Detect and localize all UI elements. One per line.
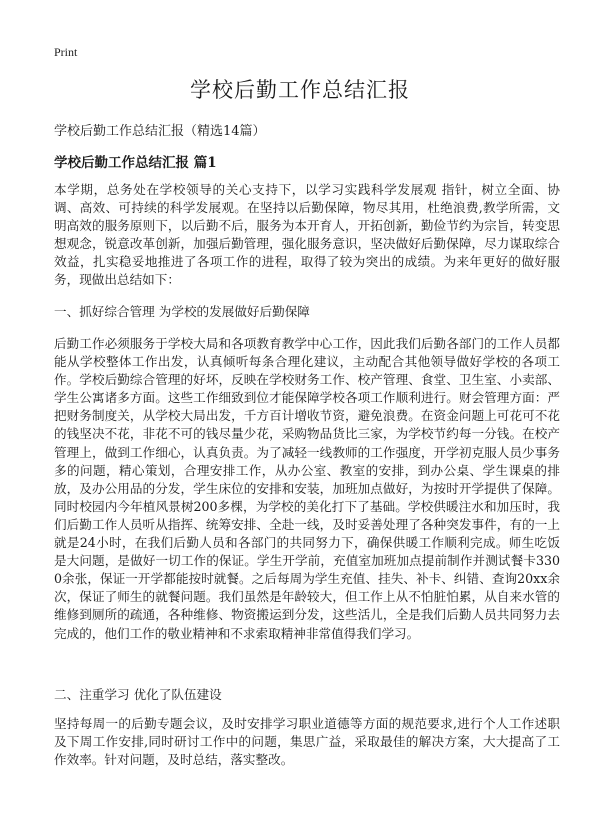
heading-management: 一、抓好综合管理 为学校的发展做好后勤保障: [54, 304, 310, 319]
intro-paragraph: 本学期，总务处在学校领导的关心支持下，以学习实践科学发展观 指针，树立全面、协调、高效、可持续的科学发展观。在坚持以后勤保障，物尽其用，杜绝浪费,教学所需，文明高效的服务原则下，以后勤不后，服务为本开育人，开拓创新，勤俭节约为宗旨，转变思想观念，锐意改革创新，加强后勤管理，强化服务意识，坚决做好后勤保障，尽力谋取综合效益，扎实稳妥地推进了各项工作的进程，取得了较为突出的成绩。为来年更好的做好服务，现做出总结如下：: [54, 182, 560, 288]
document-title: 学校后勤工作总结汇报: [190, 78, 410, 102]
document-subtitle: 学校后勤工作总结汇报（精选14篇）: [54, 124, 266, 139]
management-paragraph: 后勤工作必须服务于学校大局和各项教育教学中心工作，因此我们后勤各部门的工作人员都能从学校整体工作出发，认真倾听每条合理化建议，主动配合其他领导做好学校的各项工作。学校后勤综合管理的好坏，反映在学校财务工作、校产管理、食堂、卫生室、小卖部、学生公寓诸多方面。这些工作细致到位才能保障学校各项工作顺利进行。财会管理方面：严把财务制度关，从学校大局出发，千方百计增收节资，避免浪费。在资金问题上可花可不花的钱坚决不花，非花不可的钱尽量少花，采购物品货比三家，为学校节约每一分钱。在校产管理上，做到工作细心，认真负责。为了减轻一线教师的工作强度，开学初克服人员少事务多的问题，精心策划，合理安排工作，从办公室、教室的安排，到办公桌、学生课桌的排放，及办公用品的分发，学生床位的安排和安装，加班加点做好，为按时开学提供了保障。同时校园内今年植风景树200多棵，为学校的美化打下了基础。学校供暖注水和加压时，我们后勤工作人员听从指挥、统筹安排、全赴一线，及时妥善处理了各种突发事件，有的一上就是24小时，在我们后勤人员和各部门的共同努力下，确保供暖工作顺利完成。师生吃饭是大问题，是做好一切工作的保证。学生开学前，充值室加班加点提前制作并测试餐卡3300余张，保证一开学都能按时就餐。之后每周为学生充值、挂失、补卡、纠错、查询20xx余次，保证了师生的就餐问题。我们虽然是年龄较大，但工作上从不怕脏怕累，从自来水管的维修到厕所的疏通，各种维修、物资搬运到分发，这些活儿，全是我们后勤人员共同努力去完成的，他们工作的敬业精神和不求索取精神非常值得我们学习。: [54, 336, 560, 641]
study-paragraph: 坚持每周一的后勤专题会议，及时安排学习职业道德等方面的规范要求,进行个人工作述职及下周工作安排,同时研讨工作中的问题，集思广益，采取最佳的解决方案，大大提高了工作效率。针对问题，及时总结，落实整改。: [54, 716, 560, 768]
heading-study: 二、注重学习 优化了队伍建设: [54, 687, 222, 702]
print-label[interactable]: Print: [54, 45, 78, 59]
section-heading: 学校后勤工作总结汇报 篇1: [54, 155, 217, 171]
